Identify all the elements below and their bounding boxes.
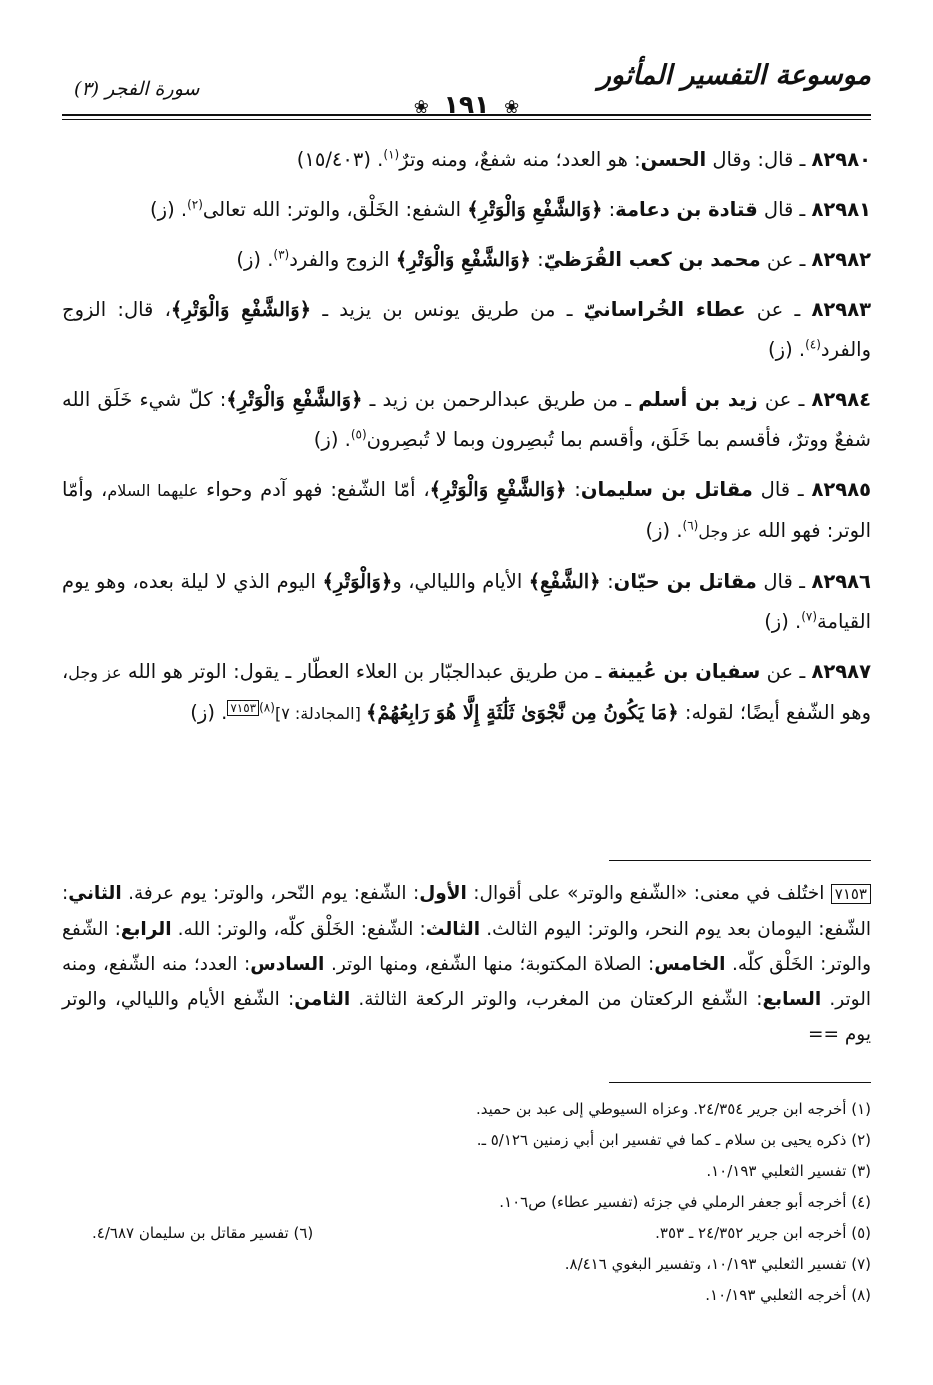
ornament-icon: ❀ xyxy=(504,97,520,118)
footnote-ref: (٨) xyxy=(259,700,275,715)
narration-number: ٨٢٩٨٧ xyxy=(811,660,871,683)
narrator-name: سفيان بن عُيينة xyxy=(607,660,761,683)
narrator-name: السادس xyxy=(250,954,325,975)
text-run: : xyxy=(600,570,614,593)
narration-number: ٨٢٩٨١ xyxy=(811,198,871,221)
footnote: (٦) تفسير مقاتل بن سليمان ٤/٦٨٧. xyxy=(92,1224,314,1242)
narration-number: ٨٢٩٨٣ xyxy=(811,298,872,321)
footnote: (٥) أخرجه ابن جرير ٢٤/٣٥٢ ـ ٣٥٣. xyxy=(655,1224,871,1242)
text-run: . (ز) xyxy=(150,198,188,221)
text-run: ـ من طريق عبدالجبّار بن العلاء العطّار ـ يقول: الوتر هو الله xyxy=(121,660,608,683)
narrator-name: مقاتل بن حيّان xyxy=(613,570,757,593)
narration-entry xyxy=(62,562,871,642)
quran-verse: ﴿وَالشَّفْعِ وَالْوَتْرِ﴾ xyxy=(170,298,312,321)
footnote: (١) أخرجه ابن جرير ٢٤/٣٥٤. وعزاه السيوطي إلى عبد بن حميد. xyxy=(476,1100,871,1118)
text-run: ، وهو الشّفع أيضًا؛ لقوله: xyxy=(62,660,871,724)
footnote-ref: (٢) xyxy=(187,197,203,212)
text-run: ـ عن xyxy=(757,388,812,411)
footnote-divider xyxy=(609,1082,871,1083)
text-run: : الشّفع الأيام والليالي، والوتر يوم == xyxy=(62,989,871,1045)
footnote-ref: (٤) xyxy=(805,337,821,352)
quran-verse: ﴿وَالشَّفْعِ وَالْوَتْرِ﴾ xyxy=(467,198,603,221)
text-run: ـ من طريق عبدالرحمن بن زيد ـ xyxy=(362,388,639,411)
narrator-name: الحسن xyxy=(640,148,707,171)
commentary-text xyxy=(62,883,871,1045)
text-run: . (ز) xyxy=(313,428,351,451)
header-rule xyxy=(62,119,871,120)
narrator-name: الخامس xyxy=(654,954,726,975)
text-run: . (ز) xyxy=(764,610,802,633)
page-header xyxy=(62,48,871,120)
narrator-name: قتادة بن دعامة xyxy=(615,198,758,221)
text-run: الشفع: الخَلْق، والوتر: الله تعالى xyxy=(202,198,468,221)
text-run: . (١٥/٤٠٣) xyxy=(296,148,384,171)
narrator-name: الرابع xyxy=(120,919,172,940)
narration-entry xyxy=(62,240,871,280)
narrator-name: الثامن xyxy=(294,989,351,1010)
narrator-name: الثالث xyxy=(425,919,481,940)
text-run: : الشّفع الركعتان من المغرب، والوتر الركعة الثالثة. xyxy=(350,989,763,1010)
narration-number: ٨٢٩٨٥ xyxy=(811,478,871,501)
narration-entry xyxy=(62,652,871,734)
commentary xyxy=(62,876,871,1052)
footnote-ref: (٥) xyxy=(350,427,367,442)
text-run: الأيام والليالي، و xyxy=(392,570,529,593)
text-run: ـ عن xyxy=(760,660,812,683)
text-run: : هو العدد؛ منه شفعٌ، ومنه وترٌ xyxy=(399,148,641,171)
narration-entry xyxy=(62,190,871,230)
narrations xyxy=(62,140,871,744)
footnotes xyxy=(62,1094,871,1311)
text-run: . (ز) xyxy=(236,248,274,271)
quran-verse: ﴿وَالْوَتْرِ﴾ xyxy=(322,570,393,593)
narrator-name: مقاتل بن سليمان xyxy=(580,478,753,501)
commentary-ref: ٧١٥٣ xyxy=(227,700,259,716)
narrator-name: زيد بن أسلم xyxy=(638,388,758,411)
quran-verse: ﴿وَالشَّفْعِ وَالْوَتْرِ﴾ xyxy=(429,478,567,501)
text-run: ، أمّا الشّفع: فهو آدم وحواء xyxy=(198,478,430,501)
text-run: ـ قال xyxy=(757,198,812,221)
footnote-ref: (٦) xyxy=(682,518,699,533)
text-run: : الشّفع: اليومان بعد يوم النحر، والوتر: اليوم الثالث. xyxy=(62,883,871,940)
footnote-ref: (١) xyxy=(383,147,400,162)
text-run: . (ز) xyxy=(768,338,806,361)
footnote: (٣) تفسير الثعلبي ١٠/١٩٣. xyxy=(706,1162,871,1180)
narrator-name: الأول xyxy=(419,883,467,904)
text-run: : xyxy=(566,478,581,501)
narrator-name: عطاء الخُراسانيّ xyxy=(583,298,746,321)
footnote: (٨) أخرجه الثعلبي ١٠/١٩٣. xyxy=(705,1286,871,1304)
quran-verse: ﴿مَا يَكُونُ مِن نَّجْوَىٰ ثَلَٰثَةٍ إِلَّا هُوَ رَابِعُهُمْ﴾ xyxy=(365,701,679,724)
text-run: : الشّفع: يوم النّحر، والوتر: يوم عرفة. xyxy=(121,883,420,904)
header-rule xyxy=(62,114,871,116)
commentary-divider xyxy=(609,860,871,861)
quran-verse: ﴿وَالشَّفْعِ وَالْوَتْرِ﴾ xyxy=(395,248,531,271)
text-run: : العدد؛ منه الشّفع، ومنه الوتر. xyxy=(62,954,871,1010)
text-run: ـ عن xyxy=(760,248,812,271)
book-title: موسوعة التفسير المأثور xyxy=(597,60,871,91)
narration-entry xyxy=(62,380,871,460)
text-run: ـ قال xyxy=(752,478,812,501)
honorific: [المجادلة: ٧] xyxy=(274,704,366,723)
footnote: (٢) ذكره يحيى بن سلام ـ كما في تفسير ابن أبي زمنين ٥/١٢٦ ـ. xyxy=(476,1131,871,1149)
page-number: ١٩١ xyxy=(443,90,490,119)
text-run: : الشّفع والوتر: الخَلْق كلّه. xyxy=(62,919,872,975)
narration-entry xyxy=(62,290,871,370)
text-run: . (ز) xyxy=(190,701,228,724)
ornament-icon: ❀ xyxy=(413,97,429,118)
text-run: الزوج والفرد xyxy=(289,248,396,271)
narration-entry xyxy=(62,140,871,180)
footnote-ref: (٧) xyxy=(801,609,818,624)
narration-number: ٨٢٩٨٦ xyxy=(811,570,871,593)
footnote: (٧) تفسير الثعلبي ١٠/١٩٣، وتفسير البغوي ٨/٤١٦. xyxy=(564,1255,871,1273)
footnote: (٤) أخرجه أبو جعفر الرملي في جزئه (تفسير عطاء) ص١٠٦. xyxy=(499,1193,871,1211)
narrator-name: محمد بن كعب القُرَظيّ xyxy=(543,248,761,271)
narrator-name: الثاني xyxy=(68,883,122,904)
text-run: ـ قال xyxy=(756,570,812,593)
footnote-ref: (٣) xyxy=(273,247,290,262)
narration-number: ٨٢٩٨٢ xyxy=(811,248,871,271)
text-run: اليوم الذي لا ليلة بعده، وهو يوم القيامة xyxy=(62,570,871,633)
quran-verse: ﴿وَالشَّفْعِ وَالْوَتْرِ﴾ xyxy=(226,388,363,411)
text-run: ، قال: الزوج والفرد xyxy=(62,298,871,361)
text-run: : الشّفع: الخَلْق كلّه، والوتر: الله. xyxy=(171,919,426,940)
text-run: . (ز) xyxy=(645,519,683,542)
narration-number: ٨٢٩٨٠ xyxy=(811,148,871,171)
text-run: ـ من طريق يونس بن يزيد ـ xyxy=(311,298,584,321)
narrator-name: السابع xyxy=(762,989,822,1010)
text-run: ، وأمّا الوتر: فهو الله xyxy=(62,478,871,542)
honorific: عز وجل xyxy=(698,522,752,541)
text-run: اختُلف في معنى: «الشّفع والوتر» على أقوال: xyxy=(466,883,831,904)
honorific: عليهما السلام xyxy=(107,481,199,500)
narration-entry xyxy=(62,470,871,552)
footnote-pair xyxy=(62,1218,871,1249)
surah-title: سورة الفجر (٣) xyxy=(74,78,200,100)
text-run: ـ قال: وقال xyxy=(706,148,812,171)
text-run: : الصلاة المكتوبة؛ منها الشّفع، ومنها الوتر. xyxy=(324,954,655,975)
text-run: : كلّ شيء خَلَق الله شفعٌ ووترٌ، فأقسم بما خَلَق، وأقسم بما تُبصِرون وبما لا تُبصِرون xyxy=(62,388,871,451)
text-run: : xyxy=(530,248,544,271)
narration-number: ٨٢٩٨٤ xyxy=(811,388,872,411)
honorific: عز وجل xyxy=(68,663,122,682)
text-run: ـ عن xyxy=(745,298,812,321)
text-run: : xyxy=(602,198,616,221)
commentary-ref-box: ٧١٥٣ xyxy=(831,884,871,904)
quran-verse: ﴿الشَّفْعِ﴾ xyxy=(528,570,601,593)
